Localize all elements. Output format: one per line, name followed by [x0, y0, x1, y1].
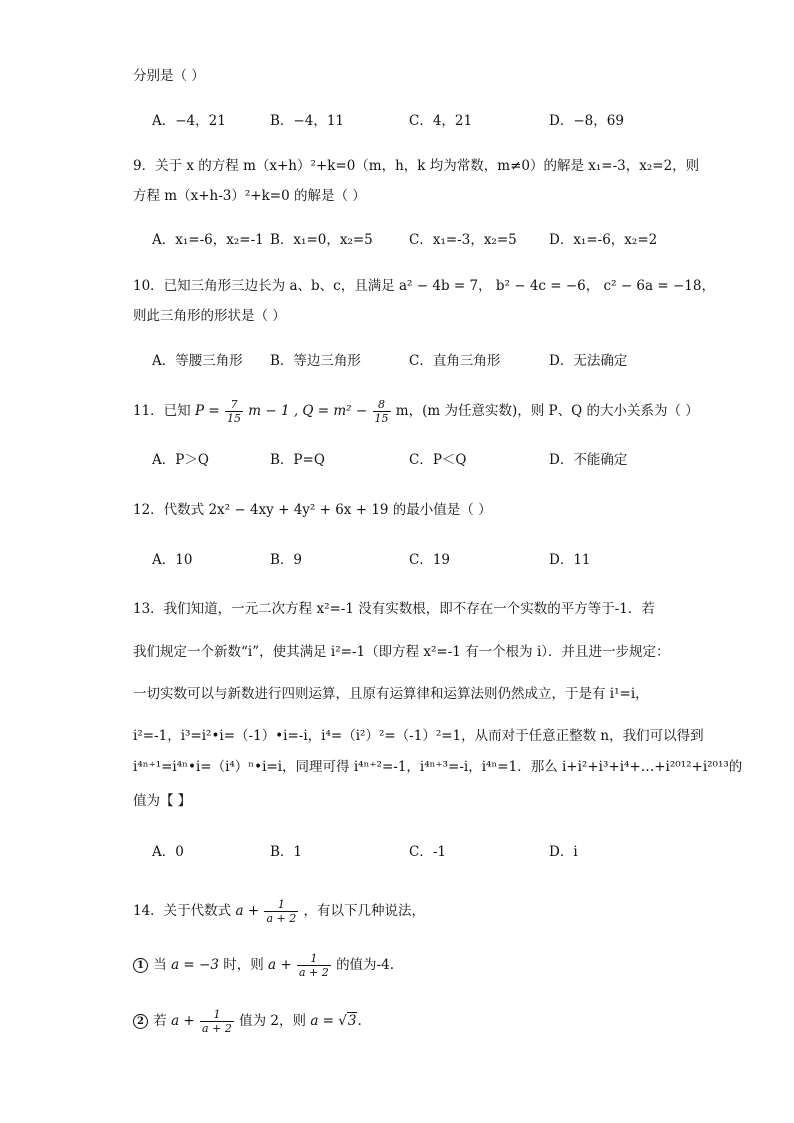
q13-option-a[interactable]: A．0: [152, 844, 184, 860]
q14-s2-fraction: [200, 1008, 234, 1035]
q14-suffix: ，有以下几种说法，: [303, 903, 426, 919]
q14-statement-2: [133, 1008, 362, 1035]
q10-option-a[interactable]: A．等腰三角形: [152, 353, 243, 369]
q11-suffix: m，(m 为任意实数)，则 P、Q 的大小关系为（ ）: [395, 403, 699, 419]
q10-options: [152, 351, 792, 371]
q14-denominator: a + 2: [266, 912, 297, 925]
q12-stem: 12．代数式 2x² − 4xy + 4y² + 6x + 19 的最小值是（ ）: [133, 502, 492, 518]
q10-stem-line2: 则此三角形的形状是（ ）: [133, 308, 286, 324]
q11-p-fraction: [225, 398, 243, 425]
q14-s1-numerator: 1: [297, 952, 331, 966]
q11-prefix: 11．已知: [133, 403, 191, 419]
q14-s1-fraction: [297, 952, 331, 979]
q14-stem: [133, 898, 425, 925]
q14-statement-1: [133, 952, 394, 979]
q10-option-b[interactable]: B．等边三角形: [270, 353, 361, 369]
q13-options: [152, 842, 792, 862]
q13-stem-line5: i⁴ⁿ⁺¹=i⁴ⁿ•i=（i⁴）ⁿ•i=i，同理可得 i⁴ⁿ⁺²=-1，i⁴ⁿ⁺³=-i，i⁴ⁿ=1．那么 i+i²+i³+i⁴+…+i²⁰¹²+i²⁰¹³的: [133, 759, 743, 775]
q11-p-lhs: P =: [194, 403, 220, 419]
q11-q-numerator: 8: [373, 398, 391, 412]
q13-option-b[interactable]: B．1: [270, 844, 303, 860]
q10-option-d[interactable]: D．无法确定: [549, 353, 628, 369]
q8-option-c[interactable]: C．4，21: [409, 113, 473, 129]
q11-q-denominator: 15: [374, 412, 389, 425]
q14-s1-condition: a = −3: [171, 957, 219, 973]
q14-s2-expr-a: a +: [171, 1013, 195, 1029]
q14-s1-suffix: 的值为-4.: [336, 957, 395, 973]
q14-s1-denominator: a + 2: [298, 966, 329, 979]
q14-s2-end: .: [357, 1013, 362, 1029]
q14-s1-mid: 时，则: [223, 957, 264, 973]
q14-s2-radicand: 3: [347, 1013, 357, 1029]
q14-s2-result-lhs: a =: [310, 1013, 334, 1029]
q12-option-c[interactable]: C．19: [409, 552, 451, 568]
q11-option-a[interactable]: A．P＞Q: [152, 452, 209, 468]
q14-s2-denominator: a + 2: [202, 1022, 232, 1035]
q13-stem-line1: 13．我们知道，一元二次方程 x²=-1 没有实数根，即不存在一个实数的平方等于-1．若: [133, 601, 655, 617]
q13-stem-line3: 一切实数可以与新数进行四则运算，且原有运算律和运算法则仍然成立，于是有 i¹=i，: [133, 686, 649, 702]
q11-option-b[interactable]: B．P=Q: [270, 452, 325, 468]
q13-stem-line4: i²=-1，i³=i²•i=（-1）•i=-i，i⁴=（i²）²=（-1）²=1，从而对于任意正整数 n，我们可以得到: [133, 728, 704, 744]
circled-number-2-icon: 2: [133, 1014, 148, 1029]
q14-expr-a: a +: [235, 903, 260, 919]
q12-option-a[interactable]: A．10: [152, 552, 193, 568]
q9-option-b[interactable]: B．x₁=0，x₂=5: [270, 232, 373, 248]
q13-option-c[interactable]: C．-1: [409, 844, 446, 860]
q11-p-numerator: 7: [225, 398, 243, 412]
q13-stem-line2: 我们规定一个新数“i”，使其满足 i²=-1（即方程 x²=-1 有一个根为 i）．并且进一步规定：: [133, 644, 670, 660]
q14-s2-prefix: 若: [153, 1013, 167, 1029]
q11-option-c[interactable]: C．P＜Q: [409, 452, 467, 468]
q9-option-d[interactable]: D．x₁=-6，x₂=2: [549, 232, 658, 248]
q11-q-fraction: [373, 398, 391, 425]
q9-options: [152, 230, 792, 250]
q9-option-a[interactable]: A．x₁=-6，x₂=-1: [152, 232, 264, 248]
q11-p-rest: m − 1 , Q = m² −: [248, 403, 368, 419]
q14-prefix: 14．关于代数式: [133, 903, 232, 919]
q9-stem-line1: 9．关于 x 的方程 m（x+h）²+k=0（m，h，k 均为常数，m≠0）的解是 x₁=-3，x₂=2，则: [133, 158, 700, 174]
q10-option-c[interactable]: C．直角三角形: [409, 353, 501, 369]
q13-option-d[interactable]: D．i: [549, 844, 578, 860]
q14-numerator: 1: [264, 898, 298, 912]
q14-fraction: [264, 898, 298, 925]
q12-option-d[interactable]: D．11: [549, 552, 591, 568]
q11-options: [152, 450, 792, 470]
q14-s1-expr-a: a +: [268, 957, 292, 973]
q11-stem: [133, 398, 699, 425]
q8-option-b[interactable]: B．−4，11: [270, 113, 344, 129]
q14-s2-numerator: 1: [200, 1008, 234, 1022]
q14-s2-mid: 值为 2，则: [239, 1013, 307, 1029]
q12-options: [152, 550, 792, 570]
q11-p-denominator: 15: [226, 412, 241, 425]
q12-option-b[interactable]: B．9: [270, 552, 303, 568]
q9-option-c[interactable]: C．x₁=-3，x₂=5: [409, 232, 517, 248]
q13-stem-line6: 值为【 】: [133, 793, 192, 809]
q8-options: [152, 111, 792, 131]
q11-option-d[interactable]: D．不能确定: [549, 452, 628, 468]
q8-stem-tail: 分别是（ ）: [133, 68, 205, 84]
q10-stem-line1: 10．已知三角形三边长为 a、b、c，且满足 a² − 4b = 7， b² − 4c = −6， c² − 6a = −18，: [133, 278, 715, 294]
q9-stem-line2: 方程 m（x+h-3）²+k=0 的解是（ ）: [133, 188, 366, 204]
square-root-icon: √: [338, 1013, 347, 1029]
q14-s1-prefix: 当: [153, 957, 167, 973]
circled-number-1-icon: 1: [133, 958, 148, 973]
q8-option-a[interactable]: A．−4，21: [152, 113, 226, 129]
q8-option-d[interactable]: D．−8，69: [549, 113, 624, 129]
